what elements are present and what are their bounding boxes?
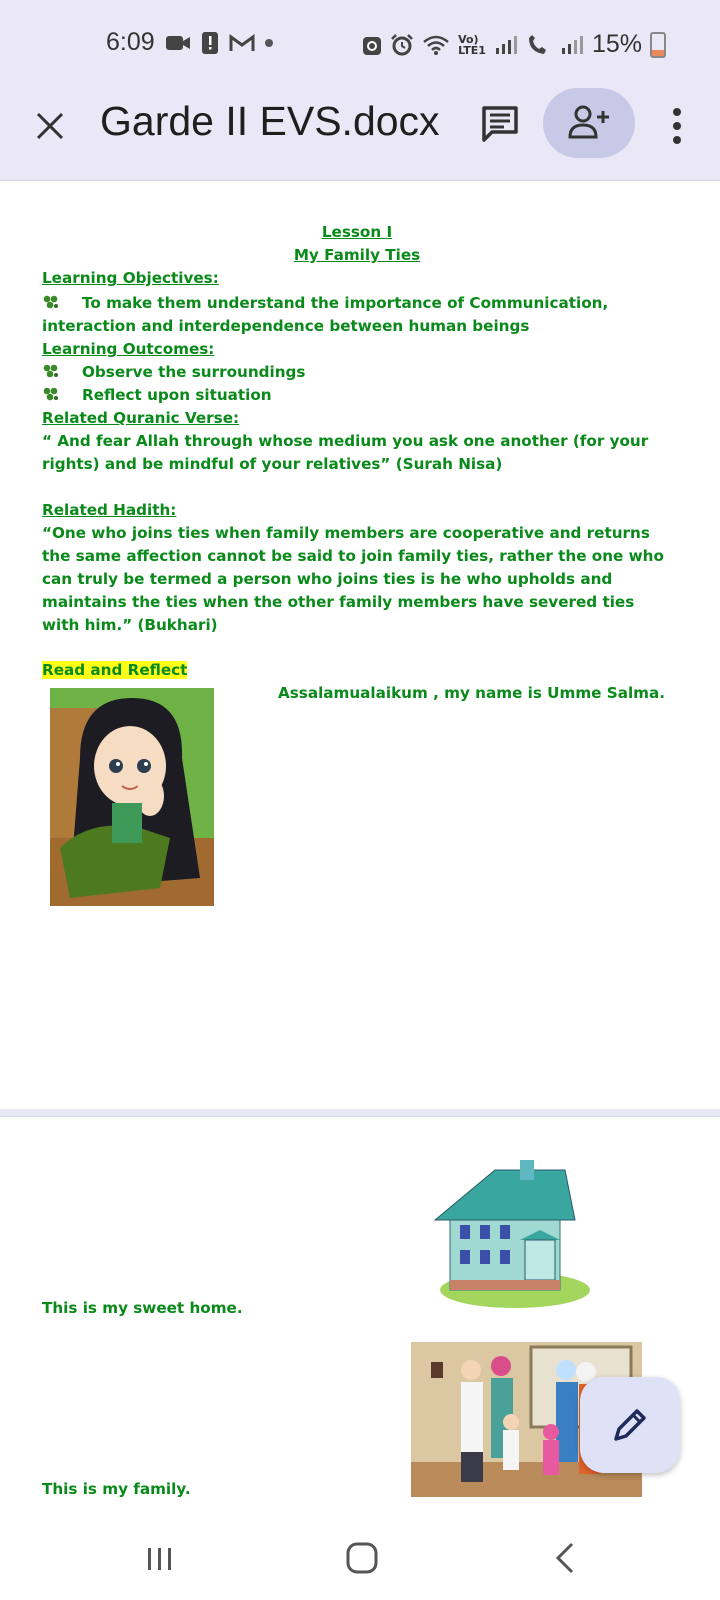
objective-item bbox=[42, 292, 672, 338]
add-person-icon bbox=[567, 103, 611, 143]
lte1-label: LTE1 bbox=[458, 43, 486, 57]
video-call-icon bbox=[165, 32, 191, 54]
more-dot bbox=[673, 122, 681, 130]
edit-fab-button[interactable] bbox=[580, 1377, 680, 1473]
spacer bbox=[42, 637, 672, 659]
girl-image bbox=[50, 688, 214, 906]
verse-heading: Related Quranic Verse: bbox=[42, 409, 240, 427]
signal-sim1-icon bbox=[494, 34, 518, 56]
home-button[interactable] bbox=[342, 1538, 382, 1578]
status-system-icons bbox=[362, 30, 666, 59]
objective-text: To make them understand the importance of Communication, interaction and interdependence between human beings bbox=[42, 294, 609, 335]
intro-line: Assalamualaikum , my name is Umme Salma. bbox=[278, 684, 665, 702]
sync-icon bbox=[362, 34, 382, 56]
battery-percent: 15% bbox=[591, 30, 642, 58]
battery-icon bbox=[650, 32, 666, 58]
house-image bbox=[425, 1160, 590, 1310]
family-line: This is my family. bbox=[42, 1480, 191, 1498]
outcome-text: Reflect upon situation bbox=[82, 386, 272, 404]
lte-label bbox=[458, 34, 486, 56]
spacer bbox=[42, 476, 672, 499]
comment-icon bbox=[480, 104, 520, 144]
status-bar bbox=[0, 0, 720, 86]
lesson-subtitle: My Family Ties bbox=[293, 246, 421, 264]
more-options-button[interactable] bbox=[672, 108, 682, 148]
umme-salma-illustration bbox=[50, 688, 214, 906]
hadith-text: “One who joins ties when family members are cooperative and returns the same affection cannot be said to join family ties, rather the one who can truly be termed a person who joins ties is he who upholds and maintains the ties when the other family members have severed ties with him.” (Bukhari) bbox=[42, 524, 664, 634]
document-title: Garde II EVS.docx bbox=[100, 98, 440, 144]
house-illustration bbox=[425, 1160, 590, 1310]
hadith-heading: Related Hadith: bbox=[42, 501, 177, 519]
status-time: 6:09 bbox=[106, 28, 155, 56]
volte-label: Vo) bbox=[458, 32, 479, 46]
close-icon bbox=[35, 111, 65, 141]
outcome-item bbox=[42, 384, 672, 407]
app-bar bbox=[0, 86, 720, 178]
home-line: This is my sweet home. bbox=[42, 1299, 243, 1317]
recent-apps-button[interactable] bbox=[140, 1538, 180, 1578]
comments-button[interactable] bbox=[480, 104, 520, 144]
document-body bbox=[42, 221, 672, 705]
alarm-icon bbox=[390, 33, 414, 57]
gmail-icon bbox=[229, 33, 255, 53]
pencil-icon bbox=[610, 1405, 650, 1445]
status-notification-icons bbox=[165, 31, 273, 55]
signal-sim2-icon bbox=[560, 34, 584, 56]
more-notifications-dot bbox=[265, 39, 273, 47]
wifi-calling-icon bbox=[526, 34, 552, 56]
read-reflect-heading: Read and Reflect bbox=[42, 661, 188, 679]
back-button[interactable] bbox=[546, 1538, 586, 1578]
objectives-heading: Learning Objectives: bbox=[42, 269, 219, 287]
more-dot bbox=[673, 136, 681, 144]
clover-bullet-icon bbox=[42, 386, 60, 402]
outcome-item bbox=[42, 361, 672, 384]
clover-bullet-icon bbox=[42, 363, 60, 379]
system-nav-bar bbox=[0, 1516, 720, 1600]
more-vert-icon bbox=[673, 108, 681, 116]
lesson-title: Lesson I bbox=[321, 223, 393, 241]
wifi-icon bbox=[422, 34, 450, 56]
clover-bullet-icon bbox=[42, 294, 60, 310]
outcomes-heading: Learning Outcomes: bbox=[42, 340, 215, 358]
outcome-text: Observe the surroundings bbox=[82, 363, 306, 381]
alert-icon bbox=[201, 31, 219, 55]
close-button[interactable] bbox=[30, 106, 70, 146]
share-button[interactable] bbox=[543, 88, 635, 158]
verse-text: “ And fear Allah through whose medium you ask one another (for your rights) and be mindful of your relatives” (Surah Nisa) bbox=[42, 432, 649, 473]
